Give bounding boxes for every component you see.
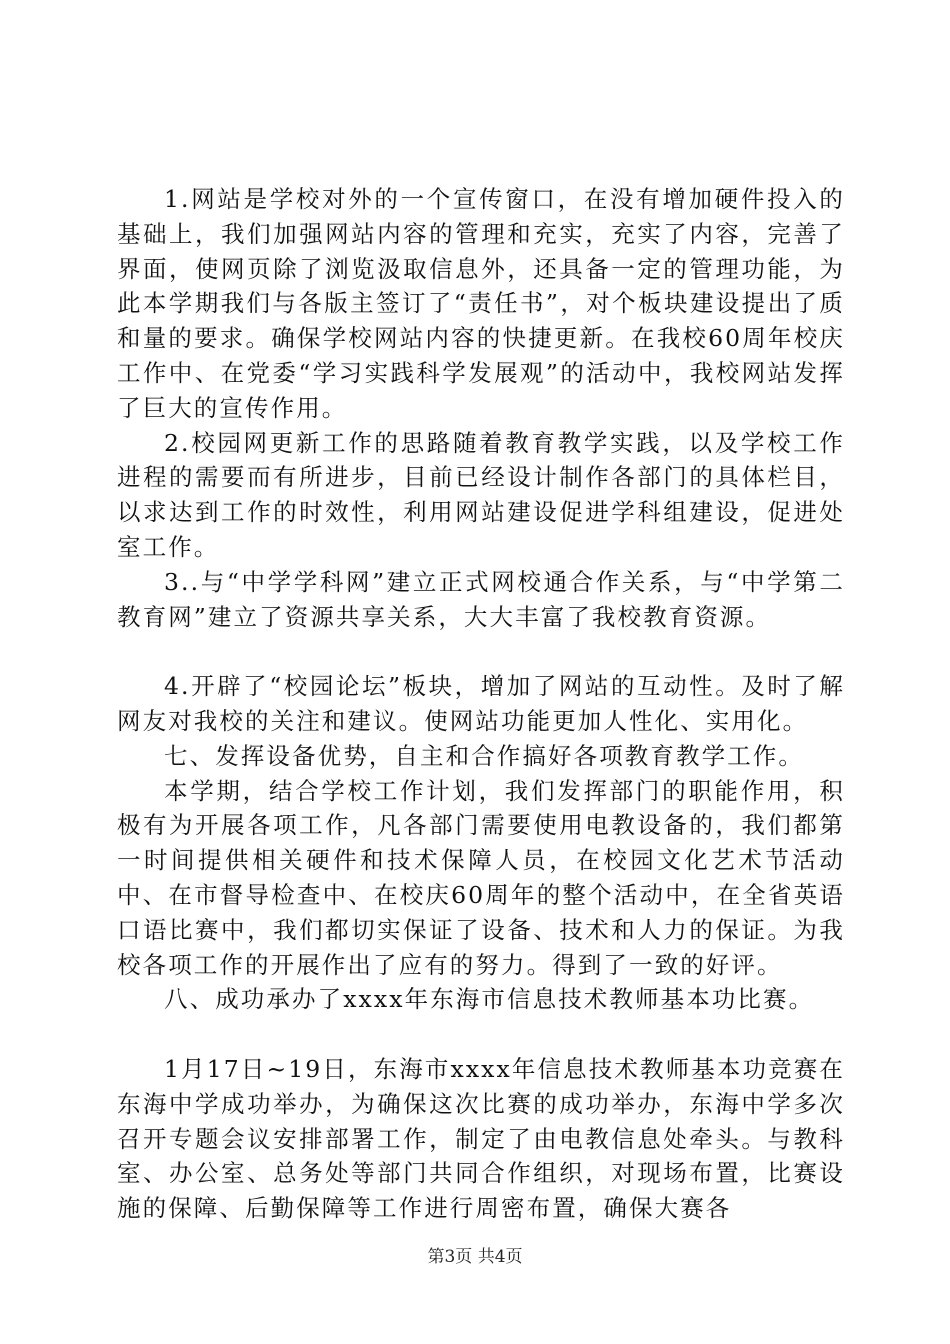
- page-footer: 第3页 共4页: [427, 1247, 523, 1267]
- section-heading-eight: 八、成功承办了xxxx年东海市信息技术教师基本功比赛。: [164, 985, 815, 1014]
- paragraph-competition: 1月17日~19日，东海市xxxx年信息技术教师基本功竞赛在东海中学成功举办，为确保这次比赛的成功举办，东海中学多次召开专题会议安排部署工作，制定了由电教信息处牵头。与教科室、办公室、总务处等部门共同合作组织，对现场布置，比赛设施的保障、后勤保障等工作进行周密布置，确保大赛各: [117, 1054, 845, 1223]
- document-body: [117, 182, 845, 1226]
- paragraph-cooperation: 3..与“中学学科网”建立正式网校通合作关系，与“中学第二教育网”建立了资源共享关系，大大丰富了我校教育资源。: [117, 567, 845, 631]
- paragraph-this-semester: 本学期，结合学校工作计划，我们发挥部门的职能作用，积极有为开展各项工作，凡各部门需要使用电教设备的，我们都第一时间提供相关硬件和技术保障人员，在校园文化艺术节活动中、在市督导检查中、在校庆60周年的整个活动中，在全省英语口语比赛中，我们都切实保证了设备、技术和人力的保证。为我校各项工作的开展作出了应有的努力。得到了一致的好评。: [117, 776, 845, 979]
- paragraph-campus-network-update: 2.校园网更新工作的思路随着教育教学实践，以及学校工作进程的需要而有所进步，目前已经设计制作各部门的具体栏目，以求达到工作的时效性，利用网站建设促进学科组建设，促进处室工作。: [117, 428, 845, 561]
- section-heading-seven: 七、发挥设备优势，自主和合作搞好各项教育教学工作。: [164, 741, 804, 770]
- paragraph-campus-forum: 4.开辟了“校园论坛”板块，增加了网站的互动性。及时了解网友对我校的关注和建议。使网站功能更加人性化、实用化。: [117, 672, 845, 735]
- paragraph-website-window: 1.网站是学校对外的一个宣传窗口，在没有增加硬件投入的基础上，我们加强网站内容的管理和充实，充实了内容，完善了界面，使网页除了浏览汲取信息外，还具备一定的管理功能，为此本学期我们与各版主签订了“责任书”，对个板块建设提出了质和量的要求。确保学校网站内容的快捷更新。在我校60周年校庆工作中、在党委“学习实践科学发展观”的活动中，我校网站发挥了巨大的宣传作用。: [117, 185, 845, 422]
